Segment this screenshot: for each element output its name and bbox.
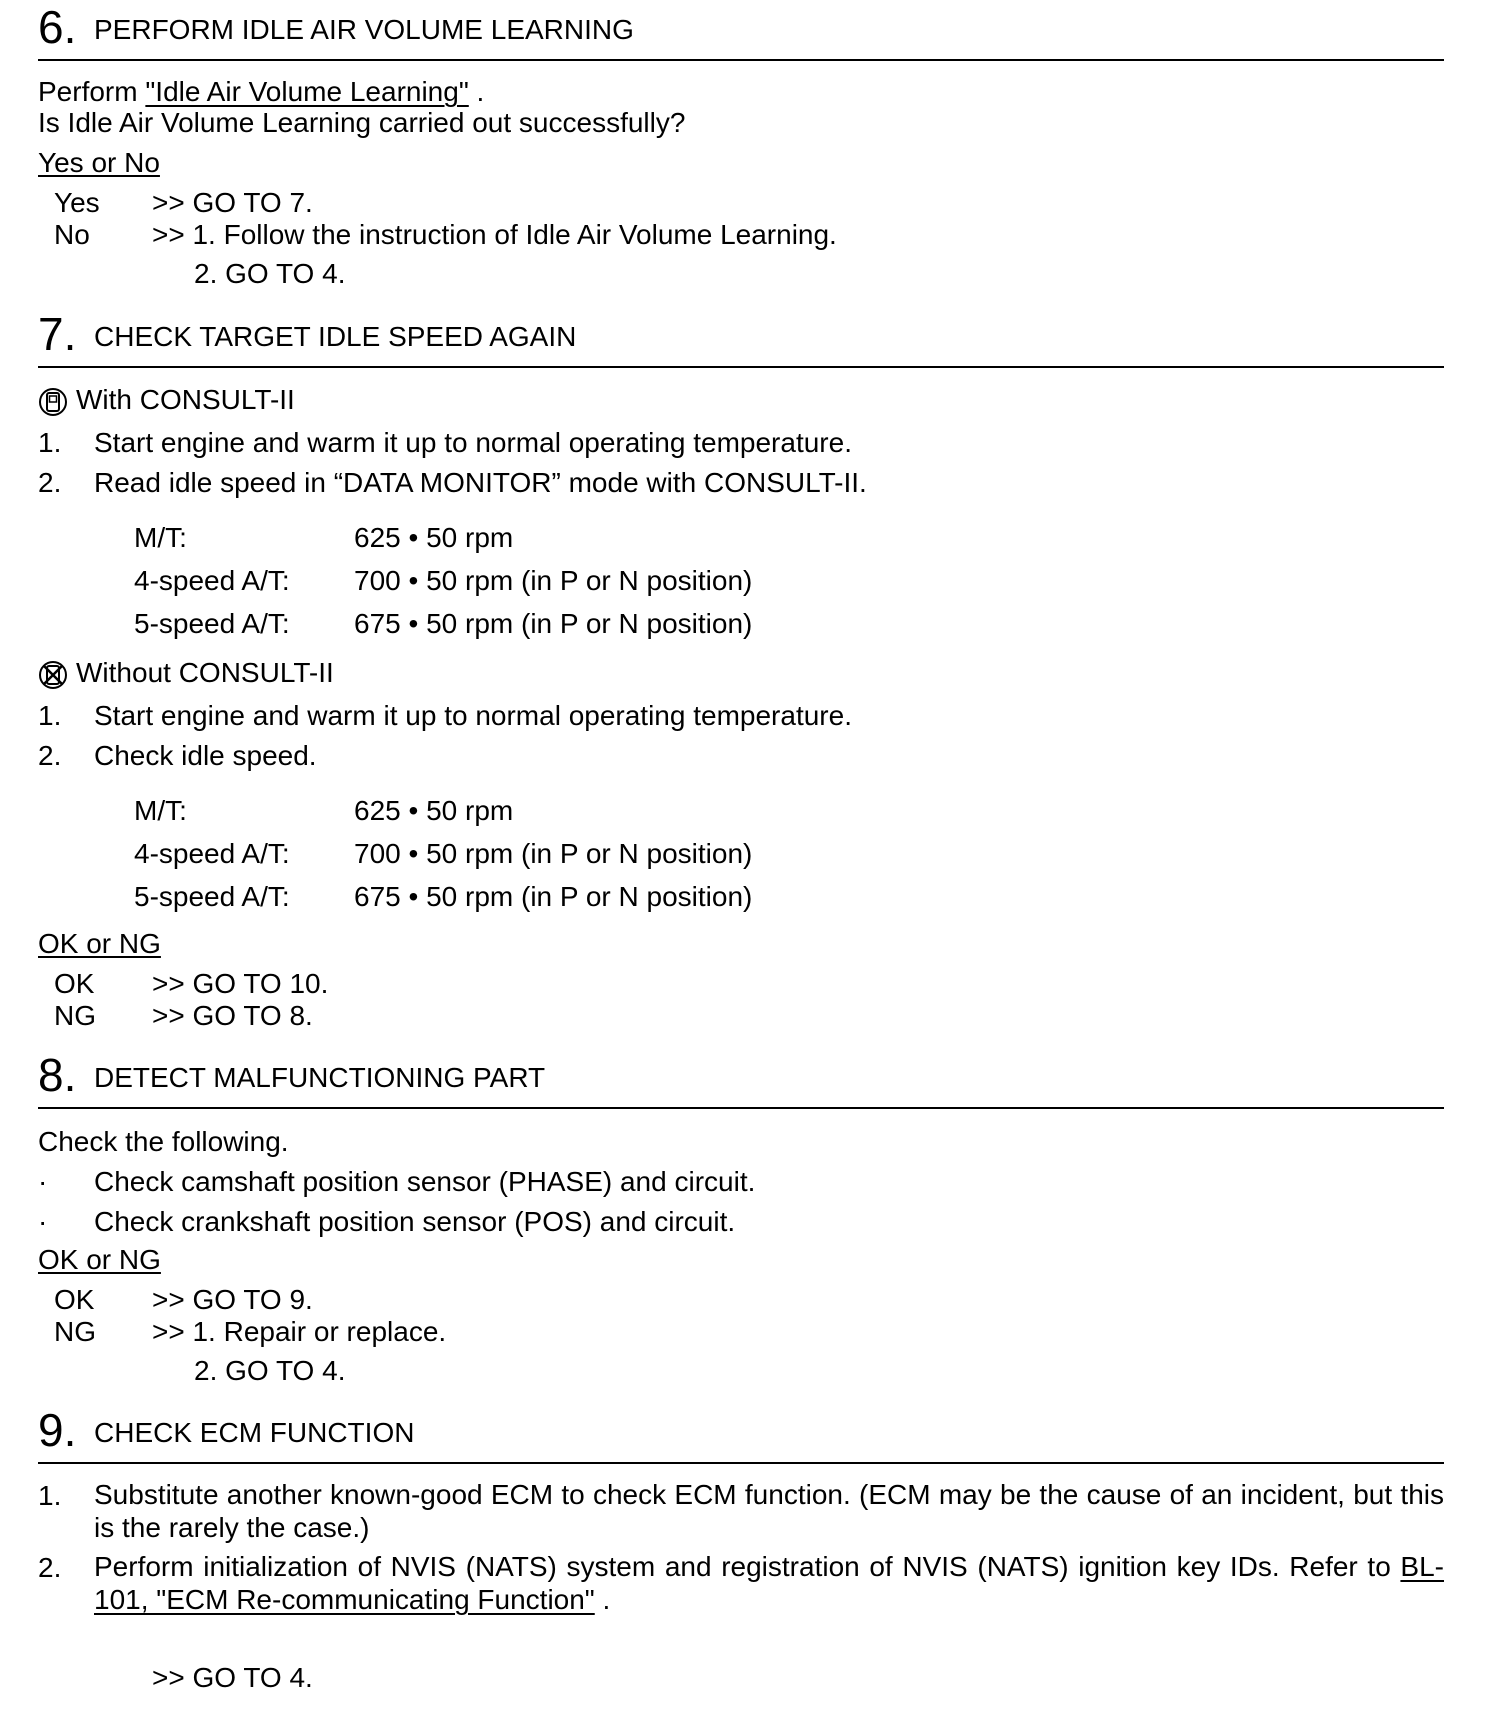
step-8-divider: [38, 1107, 1444, 1109]
bullet-1-dot: ·: [38, 1166, 48, 1197]
bullet-1-text: Check camshaft position sensor (PHASE) and circuit.: [94, 1166, 756, 1197]
without-spec-mt-value: 625 • 50 rpm: [354, 795, 514, 826]
with-step-2-text: Read idle speed in “DATA MONITOR” mode with CONSULT-II.: [94, 467, 867, 498]
step-9-divider: [38, 1462, 1444, 1464]
step-8-ng-action-2: 2. GO TO 4.: [194, 1355, 346, 1386]
step-6-divider: [38, 59, 1444, 61]
step-9-number: 9.: [38, 1404, 77, 1456]
step-7-ng-action: >> GO TO 8.: [152, 1000, 313, 1031]
step-9-item-2-num: 2.: [38, 1552, 62, 1583]
step-7-title: CHECK TARGET IDLE SPEED AGAIN: [94, 321, 577, 352]
without-spec-mt-label: M/T:: [134, 795, 187, 826]
with-spec-mt-value: 625 • 50 rpm: [354, 522, 514, 553]
step-7-ok-action: >> GO TO 10.: [152, 968, 329, 999]
perform-prefix: Perform: [38, 76, 146, 107]
step-8-ng-action: >> 1. Repair or replace.: [152, 1316, 447, 1347]
step-7-ok-label: OK: [54, 968, 95, 999]
without-step-2-text: Check idle speed.: [94, 740, 317, 771]
step-8-answer-header: OK or NG: [38, 1244, 161, 1275]
with-spec-5at-value: 675 • 50 rpm (in P or N position): [354, 608, 753, 639]
step-8-intro: Check the following.: [38, 1126, 289, 1157]
bullet-2-dot: ·: [38, 1206, 48, 1237]
step-7-divider: [38, 366, 1444, 368]
with-consult-label: With CONSULT-II: [76, 384, 295, 415]
step-6-answer-header: Yes or No: [38, 147, 160, 178]
step-8-ok-action: >> GO TO 9.: [152, 1284, 313, 1315]
step-7-answer-header: OK or NG: [38, 928, 161, 959]
step-9-item-2-suffix: .: [594, 1584, 611, 1615]
with-step-1-text: Start engine and warm it up to normal operating temperature.: [94, 427, 852, 458]
step-7-number: 7.: [38, 308, 77, 360]
step-6-yes-label: Yes: [54, 187, 100, 218]
step-6-question: Is Idle Air Volume Learning carried out successfully?: [38, 107, 686, 138]
without-consult-label: Without CONSULT-II: [76, 657, 334, 688]
step-6-yes-action: >> GO TO 7.: [152, 187, 313, 218]
step-9-item-1-text: Substitute another known-good ECM to check ECM function. (ECM may be the cause of an incident, but this is the rarely the case.): [94, 1479, 1444, 1543]
with-step-1-num: 1.: [38, 427, 62, 458]
step-9-item-2-text: Perform initialization of NVIS (NATS) system and registration of NVIS (NATS) ignition key IDs. Refer to: [94, 1551, 1391, 1582]
step-8-ok-label: OK: [54, 1284, 95, 1315]
step-9-item-1-num: 1.: [38, 1480, 62, 1511]
with-spec-4at-label: 4-speed A/T:: [134, 565, 290, 596]
step-8-title: DETECT MALFUNCTIONING PART: [94, 1062, 546, 1093]
step-6-number: 6.: [38, 1, 77, 53]
bullet-2-text: Check crankshaft position sensor (POS) and circuit.: [94, 1206, 736, 1237]
without-spec-4at-value: 700 • 50 rpm (in P or N position): [354, 838, 753, 869]
without-step-1-text: Start engine and warm it up to normal operating temperature.: [94, 700, 852, 731]
without-consult-header: [38, 659, 334, 690]
without-step-1-num: 1.: [38, 700, 62, 731]
step-6-title: PERFORM IDLE AIR VOLUME LEARNING: [94, 14, 634, 45]
with-consult-header: [38, 386, 295, 417]
step-9-final-action: >> GO TO 4.: [152, 1662, 313, 1693]
ecm-recommunicating-link[interactable]: BL-101, "ECM Re-communicating Function": [94, 1551, 1444, 1615]
step-8-ng-label: NG: [54, 1316, 96, 1347]
step-9-item-2-paragraph: [94, 1550, 1444, 1616]
without-spec-4at-label: 4-speed A/T:: [134, 838, 290, 869]
with-spec-5at-label: 5-speed A/T:: [134, 608, 290, 639]
step-7-ng-label: NG: [54, 1000, 96, 1031]
idle-air-volume-learning-link[interactable]: "Idle Air Volume Learning": [145, 76, 469, 107]
step-6-no-action-2: 2. GO TO 4.: [194, 258, 346, 289]
without-spec-5at-value: 675 • 50 rpm (in P or N position): [354, 881, 753, 912]
with-spec-mt-label: M/T:: [134, 522, 187, 553]
without-step-2-num: 2.: [38, 740, 62, 771]
without-spec-5at-label: 5-speed A/T:: [134, 881, 290, 912]
step-6-no-label: No: [54, 219, 90, 250]
with-step-2-num: 2.: [38, 467, 62, 498]
step-9-title: CHECK ECM FUNCTION: [94, 1417, 415, 1448]
step-6-perform-line: [38, 78, 484, 106]
step-8-number: 8.: [38, 1049, 77, 1101]
perform-suffix: .: [468, 76, 485, 107]
no-consult-tool-icon: [38, 660, 68, 690]
with-spec-4at-value: 700 • 50 rpm (in P or N position): [354, 565, 753, 596]
step-6-no-action: >> 1. Follow the instruction of Idle Air Volume Learning.: [152, 219, 837, 250]
consult-tool-icon: [38, 387, 68, 417]
